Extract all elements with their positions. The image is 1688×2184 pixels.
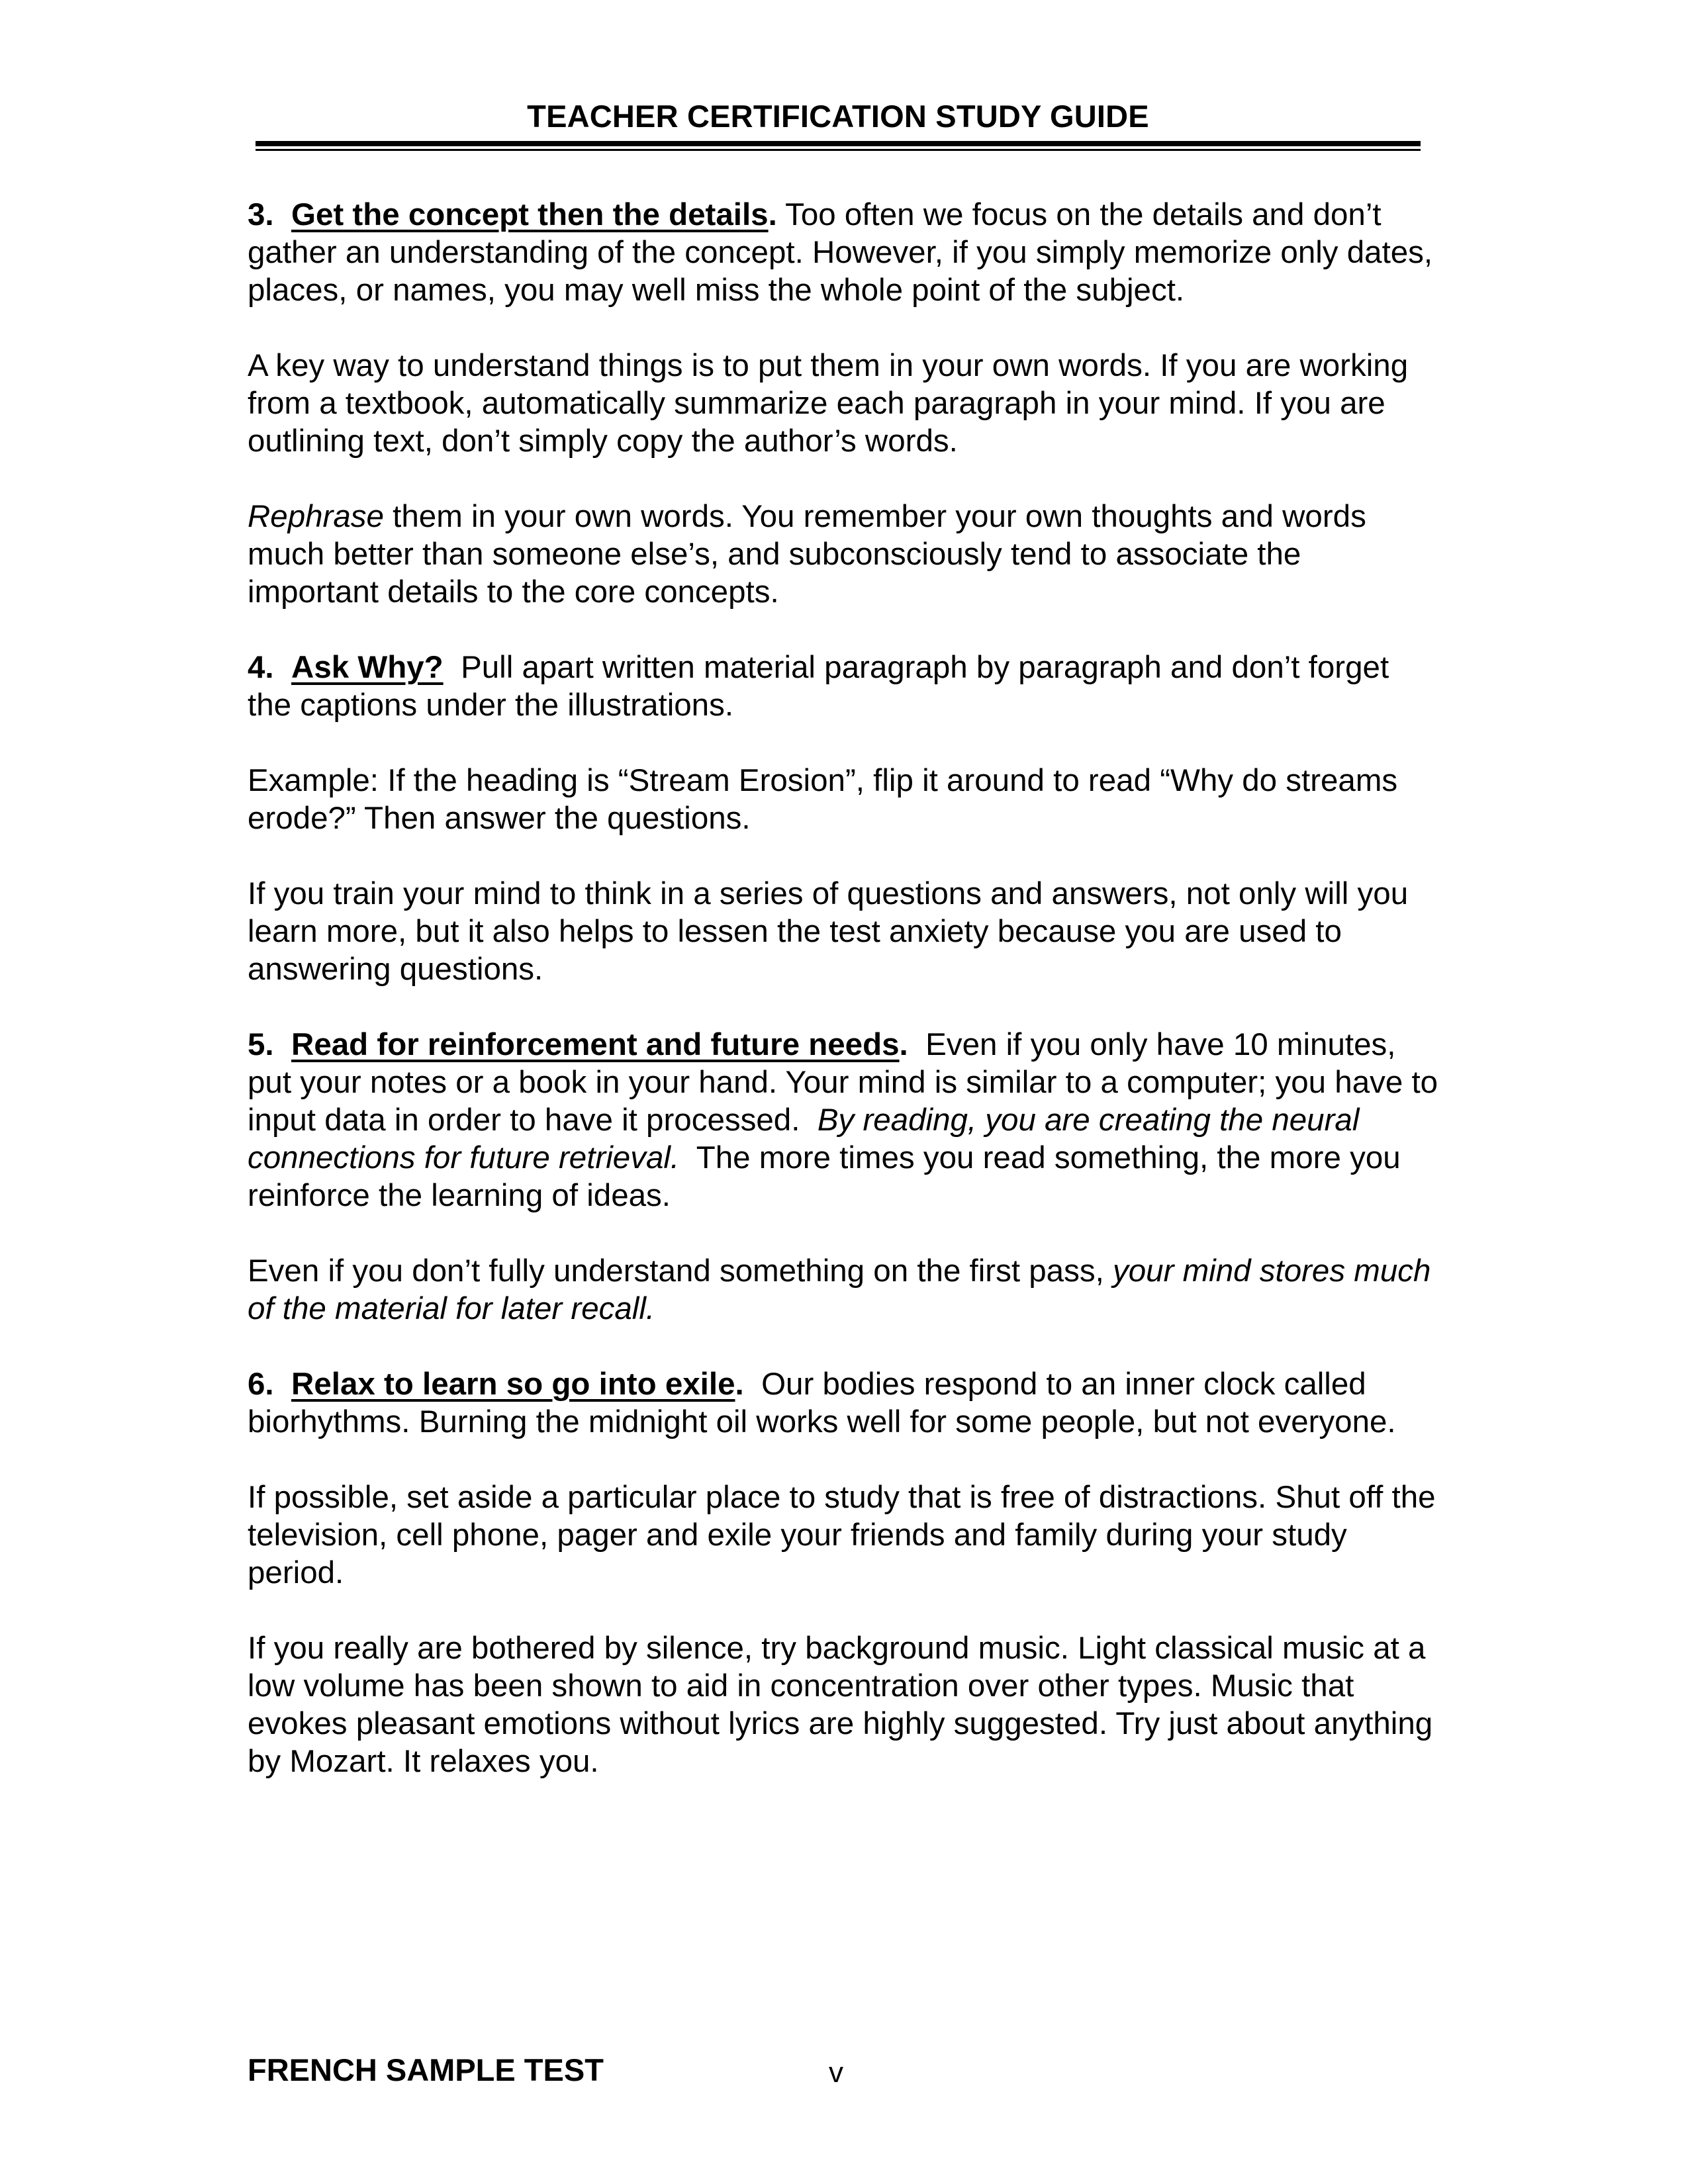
paragraph: Even if you don’t fully understand something on the first pass, your mind stores much of the material for later recall. <box>248 1253 1431 1326</box>
italic-text: your mind stores much of the material for later recall. <box>248 1253 1431 1326</box>
section-5-paragraph: 5. Read for reinforcement and future needs. Even if you only have 10 minutes, put your notes or a book in your hand. Your mind is similar to a computer; you have to input data in order to have it processed. By reading, you are creating the neural connections for future retrieval. The more times you read something, the more you reinforce the learning of ideas. <box>248 1027 1438 1213</box>
section-4-paragraph <box>248 649 1439 724</box>
italic-text: Rephrase <box>248 499 384 534</box>
section-number: 4. <box>248 650 274 685</box>
paragraph: Example: If the heading is “Stream Erosion”, flip it around to read “Why do streams erode?” Then answer the questions. <box>248 763 1398 836</box>
page-header-title: TEACHER CERTIFICATION STUDY GUIDE <box>527 99 1149 134</box>
page-number: v <box>829 2056 843 2089</box>
paragraph: If you really are bothered by silence, try background music. Light classical music at a low volume has been shown to aid in concentration over other types. Music that evokes pleasant emotions without lyrics are highly suggested. Try just about anything by Mozart. It relaxes you. <box>248 1631 1433 1779</box>
section-number: 6. <box>248 1367 274 1402</box>
footer-title: FRENCH SAMPLE TEST <box>248 2052 604 2087</box>
paragraph: Rephrase them in your own words. You remember your own thoughts and words much better than someone else’s, and subconsciously tend to associate the important details to the core concepts. <box>248 499 1366 610</box>
header-rule-thick <box>256 141 1421 146</box>
section-6-paragraph: 6. Relax to learn so go into exile. Our bodies respond to an inner clock called biorhythms. Burning the midnight oil works well for some people, but not everyone. <box>248 1367 1396 1439</box>
section-heading: Relax to learn so go into exile <box>291 1367 735 1402</box>
italic-text: By reading, you are creating the neural connections for future retrieval. <box>248 1103 1360 1175</box>
section-3-paragraph: 3. Get the concept then the details. Too often we focus on the details and don’t gather an understanding of the concept. However, if you simply memorize only dates, places, or names, you may well miss the whole point of the subject. <box>248 197 1433 308</box>
section-intro: Our bodies respond to an inner clock called biorhythms. Burning the midnight oil works well for some people, but not everyone. <box>248 1367 1396 1439</box>
section-number: 3. <box>248 197 274 232</box>
section-heading: Get the concept then the details <box>291 197 769 232</box>
section-intro: Too often we focus on the details and don’t gather an understanding of the concept. However, if you simply memorize only dates, places, or names, you may well miss the whole point of the subject. <box>248 197 1433 308</box>
section-heading: Read for reinforcement and future needs <box>291 1027 900 1062</box>
section-intro: Pull apart written material paragraph by paragraph and don’t forget the captions under the illustrations. <box>248 650 1389 723</box>
document-body <box>248 196 1439 1818</box>
paragraph: If you train your mind to think in a series of questions and answers, not only will you learn more, but it also helps to lessen the test anxiety because you are used to answering questions. <box>248 876 1409 987</box>
section-heading: Ask Why? <box>291 650 444 685</box>
section-number: 5. <box>248 1027 274 1062</box>
paragraph: A key way to understand things is to put them in your own words. If you are working from a textbook, automatically summarize each paragraph in your mind. If you are outlining text, don’t simply copy the author’s words. <box>248 348 1409 459</box>
header-rule-thin <box>256 149 1421 151</box>
paragraph: If possible, set aside a particular place to study that is free of distractions. Shut off the television, cell phone, pager and exile your friends and family during your study period. <box>248 1480 1436 1590</box>
